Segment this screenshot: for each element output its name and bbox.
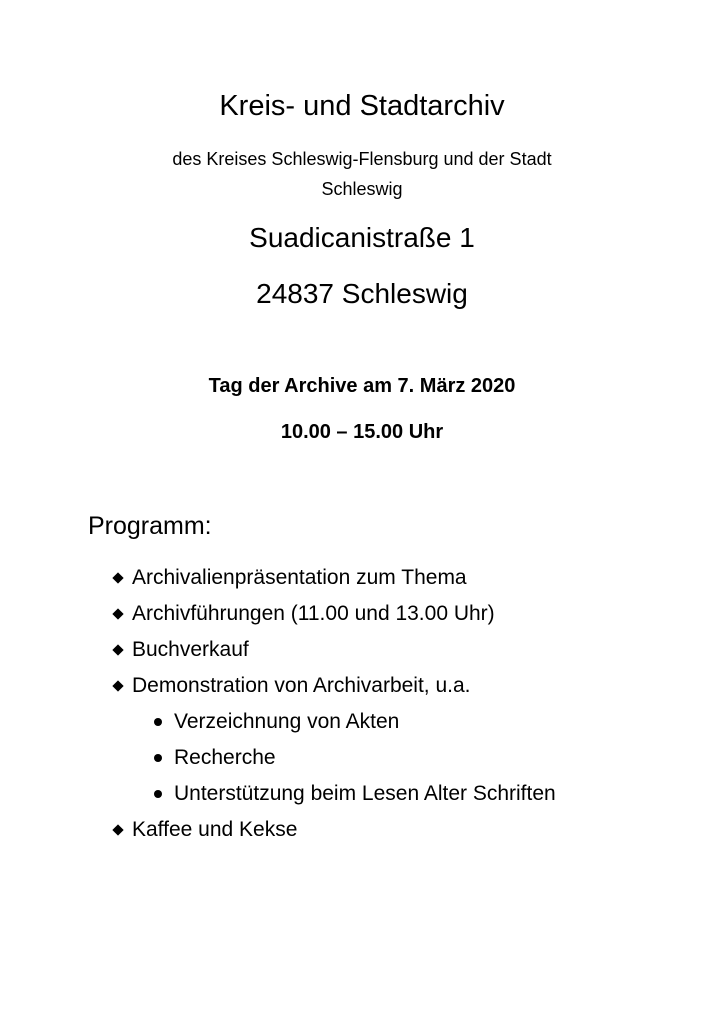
program-subitem-label: Unterstützung beim Lesen Alter Schriften — [174, 782, 556, 805]
program-item-label: Archivführungen (11.00 und 13.00 Uhr) — [132, 602, 495, 625]
round-bullet-icon — [154, 790, 162, 798]
round-bullet-icon — [154, 754, 162, 762]
program-subitem — [112, 776, 556, 812]
program-item — [112, 668, 556, 704]
event-time: 10.00 – 15.00 Uhr — [280, 421, 444, 443]
address-street: Suadicanistraße 1 — [249, 222, 475, 253]
archive-subtitle: des Kreises Schleswig-Flensburg und der Stadt Schleswig — [172, 149, 552, 199]
program-item-label: Archivalienpräsentation zum Thema — [132, 566, 467, 589]
diamond-bullet-icon — [112, 824, 124, 836]
program-subitem-label: Recherche — [174, 746, 276, 769]
program-item — [112, 596, 556, 632]
program-item-label: Kaffee und Kekse — [132, 818, 298, 841]
program-subitem-label: Verzeichnung von Akten — [174, 710, 400, 733]
diamond-bullet-icon — [112, 680, 124, 692]
program-item-label: Demonstration von Archivarbeit, u.a. — [132, 674, 471, 697]
address-city: 24837 Schleswig — [256, 278, 468, 309]
program-subitem — [112, 704, 556, 740]
program-heading: Programm: — [88, 512, 212, 540]
program-item-label: Buchverkauf — [132, 638, 249, 661]
program-item — [112, 812, 556, 848]
program-list — [112, 560, 556, 848]
diamond-bullet-icon — [112, 572, 124, 584]
diamond-bullet-icon — [112, 608, 124, 620]
diamond-bullet-icon — [112, 644, 124, 656]
program-item — [112, 560, 556, 596]
event-name: Tag der Archive am 7. März 2020 — [208, 375, 516, 397]
program-subitem — [112, 740, 556, 776]
round-bullet-icon — [154, 718, 162, 726]
program-item — [112, 632, 556, 668]
archive-title: Kreis- und Stadtarchiv — [219, 90, 505, 122]
